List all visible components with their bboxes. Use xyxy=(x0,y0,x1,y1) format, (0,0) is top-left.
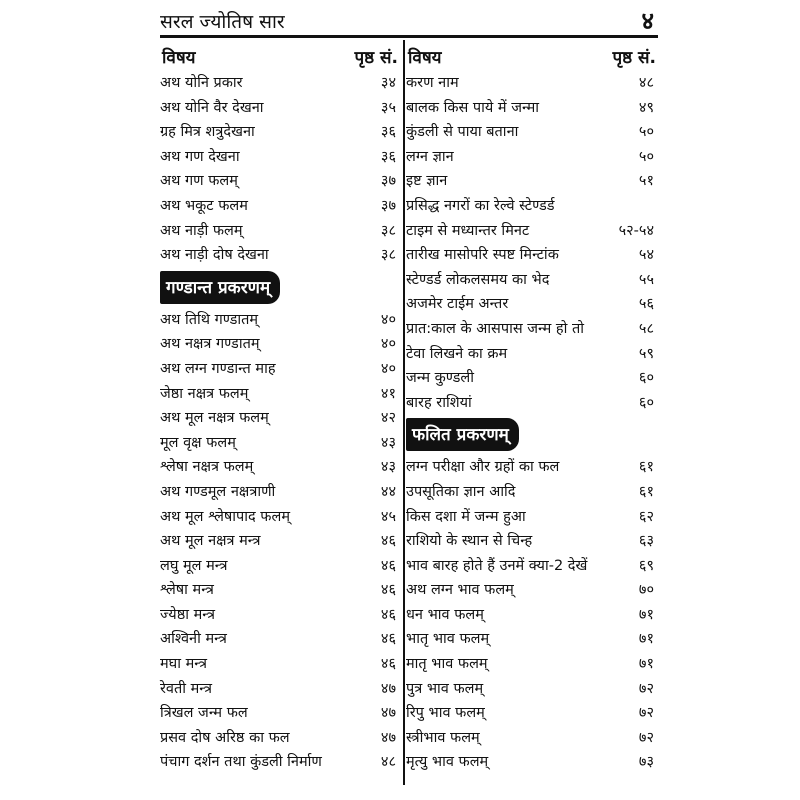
entry-subject: अजमेर टाईम अन्तर xyxy=(406,296,509,313)
toc-entry xyxy=(406,192,658,217)
entry-subject: अथ नाड़ी दोष देखना xyxy=(160,247,269,264)
entry-page: ४८ xyxy=(380,754,396,771)
entry-page: ५१ xyxy=(638,173,654,190)
entry-page: ४० xyxy=(380,336,396,353)
entry-subject: प्रसव दोष अरिष्ठ का फल xyxy=(160,729,290,746)
entry-subject: कुंडली से पाया बताना xyxy=(406,124,519,141)
entry-subject: अथ लग्न भाव फलम् xyxy=(406,582,514,599)
entry-subject: बारह राशियां xyxy=(406,394,472,411)
toc-entry xyxy=(406,576,658,601)
toc-entry xyxy=(406,675,658,700)
entry-subject: अथ मूल श्लेषापाद फलम् xyxy=(160,508,290,525)
right-rows-bottom xyxy=(406,453,658,773)
entry-subject: मूल वृक्ष फलम् xyxy=(160,434,236,451)
entry-subject: स्टेण्डर्ड लोकलसमय का भेद xyxy=(406,271,550,288)
toc-entry xyxy=(406,650,658,675)
toc-entry xyxy=(406,217,658,242)
entry-page: ३८ xyxy=(380,247,396,264)
entry-subject: लघु मूल मन्त्र xyxy=(160,557,228,574)
entry-subject: अथ मूल नक्षत्र मन्त्र xyxy=(160,533,261,550)
entry-page: ४४ xyxy=(380,483,396,500)
toc-entry xyxy=(406,724,658,749)
toc-entry xyxy=(160,650,400,675)
left-rows-top xyxy=(160,69,400,266)
toc-entry xyxy=(406,453,658,478)
entry-page: ४६ xyxy=(380,557,396,574)
toc-entry xyxy=(406,118,658,143)
right-rows-top xyxy=(406,69,658,413)
toc-entry xyxy=(406,601,658,626)
entry-page: ५६ xyxy=(638,296,654,313)
entry-subject: धन भाव फलम् xyxy=(406,606,484,623)
entry-page: ४८ xyxy=(638,75,654,91)
entry-subject: बालक किस पाये में जन्मा xyxy=(406,99,540,116)
entry-page: ५९ xyxy=(638,345,654,362)
entry-subject: लग्न ज्ञान xyxy=(406,148,454,165)
toc-entry xyxy=(160,453,400,478)
entry-page: ६१ xyxy=(638,483,654,500)
toc-entry xyxy=(160,552,400,577)
toc-entry xyxy=(406,478,658,503)
entry-subject: भाव बारह होते हैं उनमें क्या-2 देखें xyxy=(406,557,588,574)
entry-page: ४२ xyxy=(380,410,396,427)
page-number: ४ xyxy=(641,7,654,35)
entry-page: ५५ xyxy=(638,271,654,288)
entry-subject: जन्म कुण्डली xyxy=(406,370,475,387)
entry-page: ४० xyxy=(380,311,396,328)
entry-subject: अश्विनी मन्त्र xyxy=(160,631,227,648)
toc-entry xyxy=(160,143,400,168)
entry-subject: अथ तिथि गण्डातम् xyxy=(160,311,259,328)
entry-page: ६२ xyxy=(638,508,654,525)
toc-entry xyxy=(160,675,400,700)
entry-page: ७१ xyxy=(638,656,654,673)
entry-subject: अथ योनि वैर देखना xyxy=(160,99,264,116)
header-rule xyxy=(160,35,658,38)
column-divider xyxy=(403,40,405,785)
entry-page: ४७ xyxy=(380,705,396,722)
entry-page: ५४ xyxy=(638,247,654,264)
entry-subject: उपसूतिका ज्ञान आदि xyxy=(406,483,516,500)
entry-subject: अथ नक्षत्र गण्डातम् xyxy=(160,336,260,353)
toc-entry xyxy=(406,389,658,414)
section-phalit xyxy=(406,413,658,453)
entry-subject: अथ भकूट फलम xyxy=(160,197,248,214)
left-rows-bottom xyxy=(160,306,400,773)
entry-page: ४७ xyxy=(380,729,396,746)
toc-entry xyxy=(160,306,400,331)
entry-page: ३६ xyxy=(380,148,396,165)
toc-entry xyxy=(406,625,658,650)
toc-entry xyxy=(160,699,400,724)
toc-entry xyxy=(160,748,400,773)
toc-entry xyxy=(160,355,400,380)
entry-subject: पुत्र भाव फलम् xyxy=(406,680,484,697)
entry-subject: त्रिखल जन्म फल xyxy=(160,705,248,722)
entry-subject: टाइम से मध्यान्तर मिनट xyxy=(406,222,530,239)
entry-page: ५० xyxy=(638,124,654,141)
toc-entry xyxy=(160,94,400,119)
toc-entry xyxy=(160,380,400,405)
page-heading: पृष्ठ सं. xyxy=(612,48,656,68)
entry-page: ६० xyxy=(638,394,654,411)
entry-page: ३६ xyxy=(380,124,396,141)
toc-entry xyxy=(160,69,400,94)
entry-page: ३५ xyxy=(380,99,396,116)
toc-entry xyxy=(160,118,400,143)
entry-subject: करण नाम xyxy=(406,75,459,91)
toc-entry xyxy=(406,94,658,119)
subject-heading: विषय xyxy=(162,48,196,68)
entry-page: ७२ xyxy=(638,729,654,746)
entry-subject: तारीख मासोपरि स्पष्ट मिन्टांक xyxy=(406,247,559,264)
entry-subject: श्लेषा मन्त्र xyxy=(160,582,214,599)
toc-entry xyxy=(406,340,658,365)
section-label: फलित प्रकरणम् xyxy=(406,418,519,451)
toc-entry xyxy=(160,576,400,601)
entry-page: ७२ xyxy=(638,705,654,722)
entry-page: ७२ xyxy=(638,680,654,697)
entry-page: ६१ xyxy=(638,459,654,476)
toc-entry xyxy=(406,315,658,340)
entry-subject: अथ नाड़ी फलम् xyxy=(160,222,243,239)
entry-subject: इष्ट ज्ञान xyxy=(406,173,448,190)
entry-page: ७३ xyxy=(638,754,654,771)
toc-entry xyxy=(160,527,400,552)
entry-page: ४९ xyxy=(638,99,654,116)
entry-page: ४५ xyxy=(380,508,396,525)
running-head xyxy=(160,2,658,36)
entry-subject: अथ मूल नक्षत्र फलम् xyxy=(160,410,269,427)
entry-subject: टेवा लिखने का क्रम xyxy=(406,345,508,362)
entry-page: ५२-५४ xyxy=(618,222,654,239)
toc-entry xyxy=(406,364,658,389)
entry-page: ४६ xyxy=(380,582,396,599)
right-column-header xyxy=(406,43,658,69)
entry-subject: मातृ भाव फलम् xyxy=(406,656,488,673)
entry-subject: अथ गण फलम् xyxy=(160,173,238,190)
toc-entry xyxy=(406,503,658,528)
toc-entry xyxy=(406,748,658,773)
entry-page: ४० xyxy=(380,360,396,377)
toc-entry xyxy=(160,601,400,626)
entry-page: ४१ xyxy=(380,385,396,402)
entry-subject: स्त्रीभाव फलम् xyxy=(406,729,480,746)
entry-subject: प्रात:काल के आसपास जन्म हो तो xyxy=(406,320,584,337)
entry-page: ७० xyxy=(638,582,654,599)
entry-page: ७१ xyxy=(638,606,654,623)
toc-entry xyxy=(160,625,400,650)
toc-entry xyxy=(160,478,400,503)
entry-page: ३८ xyxy=(380,222,396,239)
toc-entry xyxy=(160,241,400,266)
page-heading: पृष्ठ सं. xyxy=(354,48,398,68)
entry-page: ५८ xyxy=(638,320,654,337)
entry-subject: ज्येष्ठा मन्त्र xyxy=(160,606,215,623)
toc-entry xyxy=(160,330,400,355)
entry-page: ३७ xyxy=(380,173,396,190)
entry-page: ६० xyxy=(638,370,654,387)
section-label: गण्डान्त प्रकरणम् xyxy=(160,271,280,304)
entry-page: ४६ xyxy=(380,533,396,550)
entry-subject: श्लेषा नक्षत्र फलम् xyxy=(160,459,254,476)
entry-subject: प्रसिद्ध नगरों का रेल्वे स्टेण्डर्ड xyxy=(406,197,555,214)
entry-subject: राशियो के स्थान से चिन्ह xyxy=(406,533,533,550)
section-gandant xyxy=(160,266,400,306)
entry-subject: रिपु भाव फलम् xyxy=(406,705,485,722)
entry-subject: अथ गण देखना xyxy=(160,148,240,165)
right-column xyxy=(406,43,658,773)
entry-page: ४३ xyxy=(380,459,396,476)
entry-subject: अथ गण्डमूल नक्षत्राणी xyxy=(160,483,276,500)
toc-entry xyxy=(406,266,658,291)
entry-page: ४६ xyxy=(380,631,396,648)
left-column-header xyxy=(160,43,400,69)
entry-subject: अथ लग्न गण्डान्त माह xyxy=(160,360,276,377)
toc-entry xyxy=(406,290,658,315)
toc-entry xyxy=(406,527,658,552)
entry-subject: किस दशा में जन्म हुआ xyxy=(406,508,526,525)
entry-subject: मृत्यु भाव फलम् xyxy=(406,754,489,771)
toc-entry xyxy=(160,404,400,429)
toc-entry xyxy=(160,167,400,192)
entry-page: ३४ xyxy=(380,75,396,91)
entry-page: ४६ xyxy=(380,606,396,623)
entry-subject: लग्न परीक्षा और ग्रहों का फल xyxy=(406,459,560,476)
toc-entry xyxy=(406,552,658,577)
toc-entry xyxy=(406,241,658,266)
toc-entry xyxy=(406,143,658,168)
toc-entry xyxy=(160,217,400,242)
entry-subject: पंचाग दर्शन तथा कुंडली निर्माण xyxy=(160,754,322,771)
toc-entry xyxy=(160,192,400,217)
entry-subject: अथ योनि प्रकार xyxy=(160,75,243,91)
toc-entry xyxy=(406,699,658,724)
entry-subject: जेष्ठा नक्षत्र फलम् xyxy=(160,385,249,402)
entry-page: ४३ xyxy=(380,434,396,451)
toc-entry xyxy=(160,503,400,528)
toc-entry xyxy=(160,429,400,454)
entry-page: ५० xyxy=(638,148,654,165)
left-column xyxy=(160,43,400,773)
toc-entry xyxy=(406,69,658,94)
entry-page: ४६ xyxy=(380,656,396,673)
entry-subject: मघा मन्त्र xyxy=(160,656,207,673)
entry-page: ३७ xyxy=(380,197,396,214)
entry-page: ६९ xyxy=(638,557,654,574)
entry-page: ४७ xyxy=(380,680,396,697)
toc-entry xyxy=(406,167,658,192)
entry-page: ७१ xyxy=(638,631,654,648)
entry-subject: भातृ भाव फलम् xyxy=(406,631,490,648)
book-title: सरल ज्योतिष सार xyxy=(160,11,285,33)
entry-subject: ग्रह मित्र शत्रुदेखना xyxy=(160,124,255,141)
subject-heading: विषय xyxy=(408,48,442,68)
entry-subject: रेवती मन्त्र xyxy=(160,680,213,697)
entry-page: ६३ xyxy=(638,533,654,550)
toc-entry xyxy=(160,724,400,749)
